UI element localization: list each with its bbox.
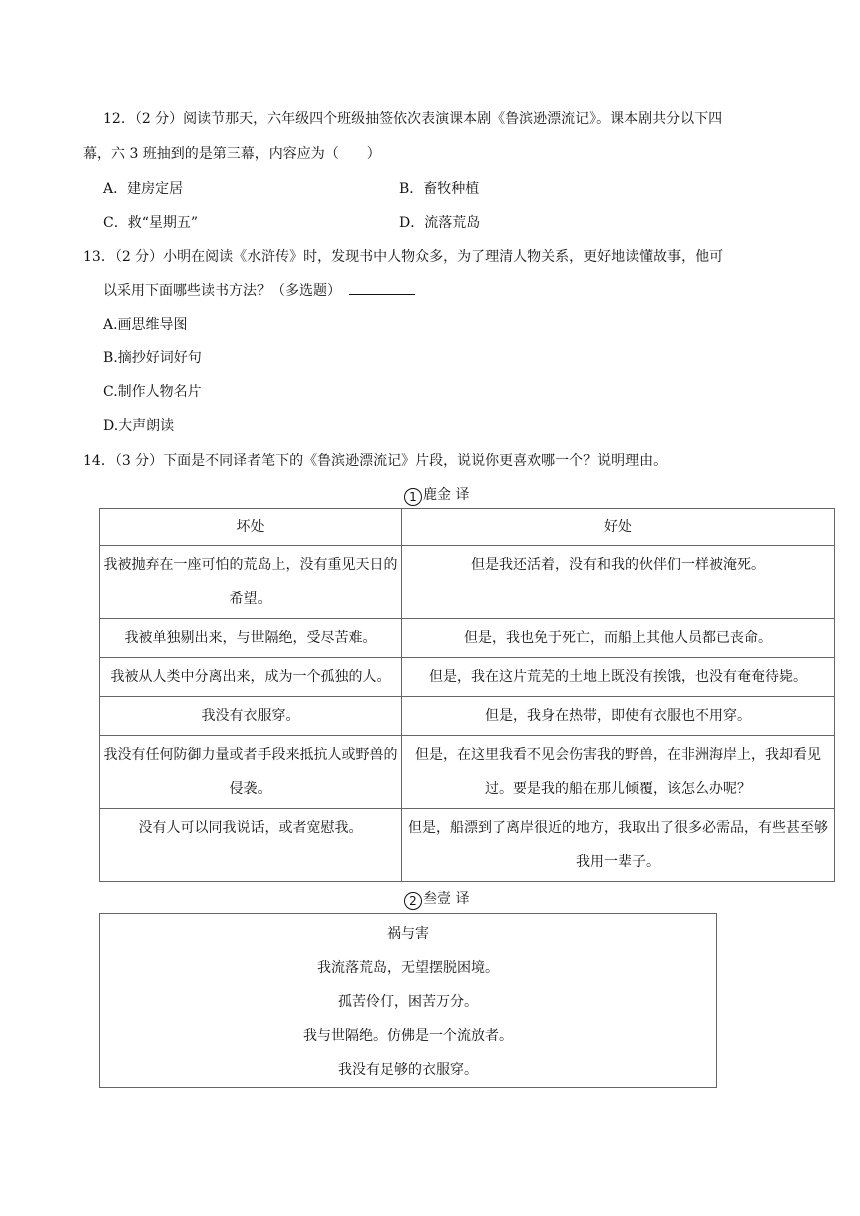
table-cell: 我没有衣服穿。: [100, 697, 402, 736]
q12-option-b: B．畜牧种植: [399, 181, 480, 197]
translation-2-caption-text: 叁壹 译: [423, 891, 470, 907]
translation-1-table: [99, 508, 835, 882]
table-header-pros: 好处: [401, 509, 834, 546]
table-header-cons: 坏处: [100, 509, 402, 546]
table-cell: 但是，我也免于死亡，而船上其他人员都已丧命。: [401, 619, 834, 658]
table-cell: 没有人可以同我说话，或者宽慰我。: [100, 809, 402, 882]
q12-option-a: A．建房定居: [103, 181, 184, 197]
box-title: 祸与害: [387, 926, 429, 942]
table-cell: 但是，我身在热带，即使有衣服也不用穿。: [401, 697, 834, 736]
table-cell: 我被单独剔出来，与世隔绝，受尽苦难。: [100, 619, 402, 658]
translation-2-caption: [404, 888, 469, 910]
box-line: 我没有足够的衣服穿。: [338, 1062, 478, 1078]
translation-1-caption: [404, 484, 469, 506]
answer-blank: [349, 282, 415, 295]
box-line: 孤苦伶仃，困苦万分。: [338, 994, 478, 1010]
q13-line-2-text: 以采用下面哪些读书方法？（多选题）: [103, 283, 341, 299]
box-line: 我与世隔绝。仿佛是一个流放者。: [303, 1028, 513, 1044]
table-row: [100, 546, 835, 619]
table-cell: 我没有任何防御力量或者手段来抵抗人或野兽的侵袭。: [100, 736, 402, 809]
table-cell: 我被从人类中分离出来，成为一个孤独的人。: [100, 658, 402, 697]
q13-option-a: A.画思维导图: [103, 317, 188, 333]
table-row: [100, 697, 835, 736]
table-row: [100, 809, 835, 882]
table-cell: 但是我还活着，没有和我的伙伴们一样被淹死。: [401, 546, 834, 619]
table-row: [100, 619, 835, 658]
q13-option-b: B.摘抄好词好句: [103, 350, 202, 366]
table-row: [100, 658, 835, 697]
table-cell: 但是，在这里我看不见会伤害我的野兽，在非洲海岸上，我却看见过。要是我的船在那儿倾覆，该怎么办呢？: [401, 736, 834, 809]
table-row: [100, 736, 835, 809]
q12-line-1: 12．（2 分）阅读节那天，六年级四个班级抽签依次表演课本剧《鲁滨逊漂流记》。课本剧共分以下四: [103, 111, 723, 127]
q13-option-c: C.制作人物名片: [103, 384, 202, 400]
q12-option-d: D．流落荒岛: [399, 215, 481, 231]
circled-number-1: 1: [404, 488, 422, 506]
circled-number-2: 2: [404, 892, 422, 910]
q13-line-2: [103, 280, 415, 300]
box-line: 我流落荒岛，无望摆脱困境。: [317, 960, 499, 976]
translation-1-caption-text: 鹿金 译: [423, 487, 470, 503]
q14-line-1: 14．（3 分）下面是不同译者笔下的《鲁滨逊漂流记》片段，说说你更喜欢哪一个？说明理由。: [83, 453, 668, 469]
q12-line-2: 幕，六 3 班抽到的是第三幕，内容应为（ ）: [83, 146, 381, 162]
q12-option-c: C．救“星期五”: [103, 215, 199, 231]
table-cell: 但是，我在这片荒芜的土地上既没有挨饿，也没有奄奄待毙。: [401, 658, 834, 697]
table-cell: 但是，船漂到了离岸很近的地方，我取出了很多必需品，有些甚至够我用一辈子。: [401, 809, 834, 882]
q13-line-1: 13．（2 分）小明在阅读《水浒传》时，发现书中人物众多，为了理清人物关系，更好地读懂故事，他可: [83, 249, 724, 265]
table-header-row: [100, 509, 835, 546]
q13-option-d: D.大声朗读: [103, 418, 175, 434]
table-cell: 我被抛弃在一座可怕的荒岛上，没有重见天日的希望。: [100, 546, 402, 619]
translation-2-box: [99, 913, 717, 1088]
